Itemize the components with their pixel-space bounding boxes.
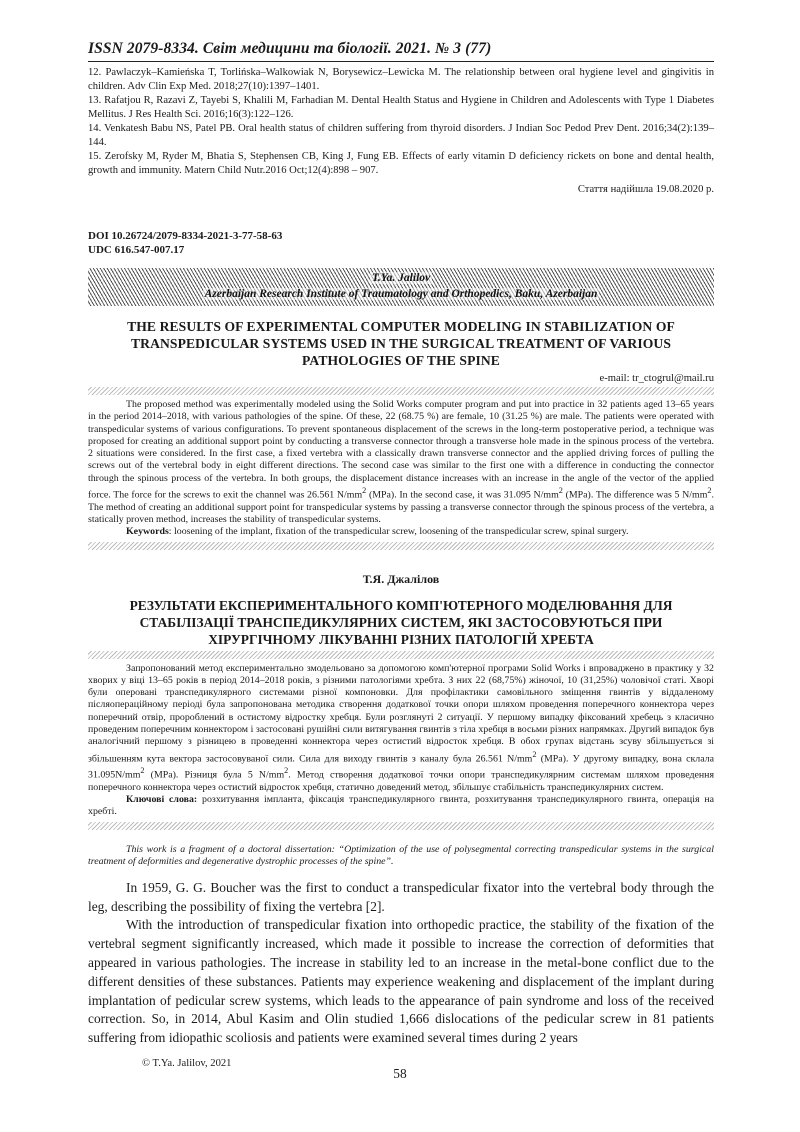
author-en: T.Ya. Jalilov bbox=[371, 272, 431, 284]
reference-item: 15. Zerofsky M, Ryder M, Bhatia S, Stephensen CB, King J, Fung EB. Effects of early vitamin D deficiency rickets on bone and dental health, growth and immunity. Matern Child Nutr.2016 Oct;12(4):898 – 907. bbox=[88, 151, 714, 176]
dissertation-note: This work is a fragment of a doctoral dissertation: “Optimization of the use of polysegmental correcting transpedicular systems in the surgical treatment of deformities and degenerative dystrophic processes of the spine”. bbox=[88, 843, 714, 868]
author-ua: Т.Я. Джалілов bbox=[362, 571, 440, 586]
body-paragraph: With the introduction of transpedicular fixation into orthopedic practice, the stability of the fixation of the vertebral segment significantly increased, which made it possible to increase the correction of deformities that appeared in various pathologies. The increase in stability led to an increase in the metal-bone conflict due to the different densities of these substances. Patients may experience weakening and displacement of the implant during implantation of pedicular screw systems, which leads to the appearance of pain syndrome and loss of the received correction. So, in 2014, Abul Kasim and Olin studied 1,666 dislocations of the pedicular screw in 81 patients suffering from idiopathic scoliosis and patients were examined several times during 2 years bbox=[88, 917, 714, 1046]
doi: DOI 10.26724/2079-8334-2021-3-77-58-63 bbox=[88, 230, 283, 242]
journal-header: ISSN 2079-8334. Світ медицини та біології. 2021. № 3 (77) bbox=[88, 40, 714, 62]
reference-item: 14. Venkatesh Babu NS, Patel PB. Oral health status of children suffering from thyroid disorders. J Indian Soc Pedod Prev Dent. 2016;34(2):139–144. bbox=[88, 123, 714, 148]
page-number: 58 bbox=[393, 1066, 407, 1081]
divider bbox=[88, 387, 714, 395]
divider bbox=[88, 542, 714, 550]
affiliation-en: Azerbaijan Research Institute of Traumatology and Orthopedics, Baku, Azerbaijan bbox=[204, 288, 598, 300]
reference-item: 13. Rafatjou R, Razavi Z, Tayebi S, Khalili M, Farhadian M. Dental Health Status and Hygiene in Children and Adolescents with Type 1 Diabetes Mellitus. J Res Health Sci. 2016;16(3):122–126. bbox=[88, 95, 714, 120]
abstract-en-text: The proposed method was experimentally modeled using the Solid Works computer program and put into practice in 32 patients aged 13–65 years in the period 2014–2018, with various pathologies of the spine. Of these, 22 (68.75 %) are female, 10 (31.25 %) are male. The patients were operated with transpedicular systems of various configurations. To prevent spontaneous displacement of the screws in the long-term postoperative period, a technique was proposed for creating an additional support point by conducting a transverse connector through a transverse hole made in the spinous process of the vertebra. 2 situations were considered. In the first case, a fixed vertebra with a classically drawn transverse connector and the applied driving forces of pulling the screws out of the vertebral body in eight different directions. The second case was similar to the first one with a difference in conducting the connector through the spinous process of the vertebra. In both groups, the displacement distance increases with an increase in the angle of the vector of the applied force. The force for the screws to exit the channel was 26.561 $N/mm^2$ (MPa). In the second case, it was 31.095 $N/mm^2$ (MPa). The difference was 5 $N/mm^2$. The method of creating an additional support point for transpedicular systems by passing a transverse connector through the spinous process of the vertebra, a statically proven method, increases the stability of transpedicular systems. bbox=[88, 399, 714, 525]
divider bbox=[88, 822, 714, 830]
abstract-en bbox=[88, 399, 714, 539]
reference-item: 12. Pawlaczyk–Kamieńska T, Torlińska–Walkowiak N, Borysewicz–Lewicka M. The relationship between oral hygiene level and gingivitis in children. Adv Clin Exp Med. 2018;27(10):1397–1401. bbox=[88, 67, 714, 92]
keywords-en: Keywords: loosening of the implant, fixation of the transpedicular screw, loosening of the transpedicular screw, spinal surgery. bbox=[126, 526, 629, 538]
article-identifiers bbox=[88, 229, 714, 257]
author-email: e-mail: tr_ctogrul@mail.ru bbox=[599, 373, 714, 384]
copyright: © T.Ya. Jalilov, 2021 bbox=[142, 1058, 232, 1069]
author-affiliation-band bbox=[88, 268, 714, 306]
body-paragraph: In 1959, G. G. Boucher was the first to conduct a transpedicular fixator into the vertebral body through the leg, describing the possibility of fixing the vertebra [2]. bbox=[88, 879, 714, 914]
udc: UDC 616.547-007.17 bbox=[88, 244, 185, 256]
page-content bbox=[88, 40, 714, 1048]
received-date: Стаття надійшла 19.08.2020 р. bbox=[577, 184, 714, 195]
article-title-en: THE RESULTS OF EXPERIMENTAL COMPUTER MODELING IN STABILIZATION OF TRANSPEDICULAR SYSTEMS USED IN THE SURGICAL TREATMENT OF VARIOUS PATHOLOGIES OF THE SPINE bbox=[127, 319, 675, 368]
reference-list bbox=[88, 66, 714, 178]
abstract-ua bbox=[88, 663, 714, 819]
article-body bbox=[88, 879, 714, 1048]
keywords-ua: Ключові слова: розхитування імпланта, фіксація транспедикулярного гвинта, розхитування транспедикулярного гвинта, операція на хребті. bbox=[88, 794, 715, 818]
article-title-ua: РЕЗУЛЬТАТИ ЕКСПЕРИМЕНТАЛЬНОГО КОМП'ЮТЕРНОГО МОДЕЛЮВАННЯ ДЛЯ СТАБІЛІЗАЦІЇ ТРАНСПЕДИКУЛЯРНИХ СИСТЕМ, ЯКІ ЗАСТОСОВУЮТЬСЯ ПРИ ХІРУРГІЧНОМУ ЛІКУВАННІ РІЗНИХ ПАТОЛОГІЙ ХРЕБТА bbox=[129, 597, 673, 647]
abstract-ua-text: Запропонований метод експериментально змодельовано за допомогою комп'ютерної програми Solid Works і впроваджено в практику у 32 хворих у віці 13–65 років в період 2014–2018 років, з різними патологіями хребта. З них 22 (68,75%) жіночої, 10 (31,25%) чоловічої статі. Хворі були оперовані транспедикулярного системами різної компоновки. Для профілактики самовільного зміщення гвинтів у віддаленому післяопераційному періоді була запропонована методика створення додаткової точки опори шляхом проведення поперечного коннектора через поперечний отвір, пророблений в остистому відростку хребця. Були розглянуті 2 ситуації. У першому випадку фіксований хребець з класично проведеним поперечним коннектором і застосовані рушійні сили витягування гвинтів з тіла хребця в восьми різних напрямках. Другий випадок був аналогічний першому з різницею в проведенні коннектора через остистий відросток хребця. В обох групах відстань зсуву збільшується зі збільшенням кута вектора застосовуваної сили. Сила для виходу гвинтів з каналу була 26.561 $N/mm^2$ (MPa). У другому випадку, вона склала $31.095N/mm^2$ (MPa). Різниця була 5 $N/mm^2$. Метод створення додаткової точки опори транспедикулярним системам шляхом проведення поперечного коннектора через остистий відросток хребця, статично доведений метод, збільшує стабільність транспедикулярних систем. bbox=[88, 662, 714, 793]
divider bbox=[88, 651, 714, 659]
